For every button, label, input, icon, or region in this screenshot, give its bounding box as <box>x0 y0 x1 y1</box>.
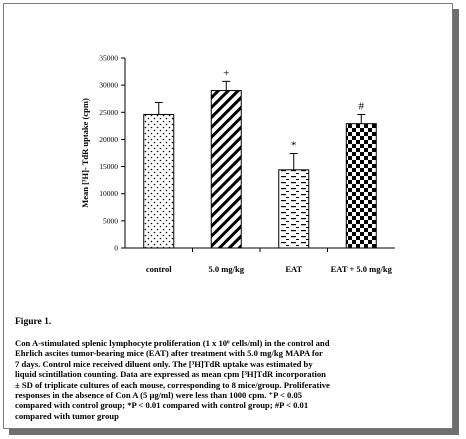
y-tick-label: 5000 <box>103 216 118 226</box>
bar <box>144 114 174 248</box>
caption-line: Ehrlich ascites tumor-bearing mice (EAT) after treatment with 5.0 mg/kg MAPA for <box>15 348 323 359</box>
x-tick-label: 5.0 mg/kg <box>208 264 244 274</box>
caption-line: compared with tumor group <box>15 410 119 421</box>
y-tick-label: 30000 <box>99 80 118 90</box>
bar <box>211 91 241 248</box>
caption-line: 7 days. Control mice received diluent only. The [³H]TdR uptake was estimated by <box>15 358 313 369</box>
y-tick-label: 15000 <box>99 162 118 172</box>
x-tick-label: EAT + 5.0 mg/kg <box>330 264 392 274</box>
y-tick-label: 35000 <box>99 53 118 63</box>
figure-caption <box>15 338 443 421</box>
y-tick-label: 0 <box>114 243 118 253</box>
caption-line: Con A-stimulated splenic lymphocyte proliferation (1 x 10⁶ cells/ml) in the control and <box>15 338 330 348</box>
caption-line: compared with control group; *P < 0.01 compared with control group; #P < 0.01 <box>15 400 309 411</box>
caption-line: responses in the absence of Con A (5 μg/ml) were less than 1000 cpm. ⁺P < 0.05 <box>15 390 303 401</box>
y-axis-label: Mean [³H]- TdR uptake (cpm) <box>80 98 90 208</box>
x-tick-labels <box>146 264 393 274</box>
significance-marker: + <box>223 67 230 80</box>
figure-label: Figure 1. <box>15 317 52 327</box>
bars <box>144 67 377 248</box>
significance-marker: * <box>291 139 297 152</box>
caption-line: liquid scintillation counting. Data are expressed as mean cpm [³H]TdR incorporation <box>15 369 326 380</box>
bar <box>279 170 309 248</box>
x-tick-label: control <box>145 264 172 274</box>
y-tick-label: 10000 <box>99 189 118 199</box>
x-tick-label: EAT <box>285 264 303 274</box>
y-tick-label: 25000 <box>99 107 118 117</box>
caption-line: ± SD of triplicate cultures of each mouse, corresponding to 8 mice/group. Proliferative <box>15 379 330 390</box>
y-tick-label: 20000 <box>99 134 118 144</box>
significance-marker: # <box>358 100 364 113</box>
bar <box>346 124 376 248</box>
